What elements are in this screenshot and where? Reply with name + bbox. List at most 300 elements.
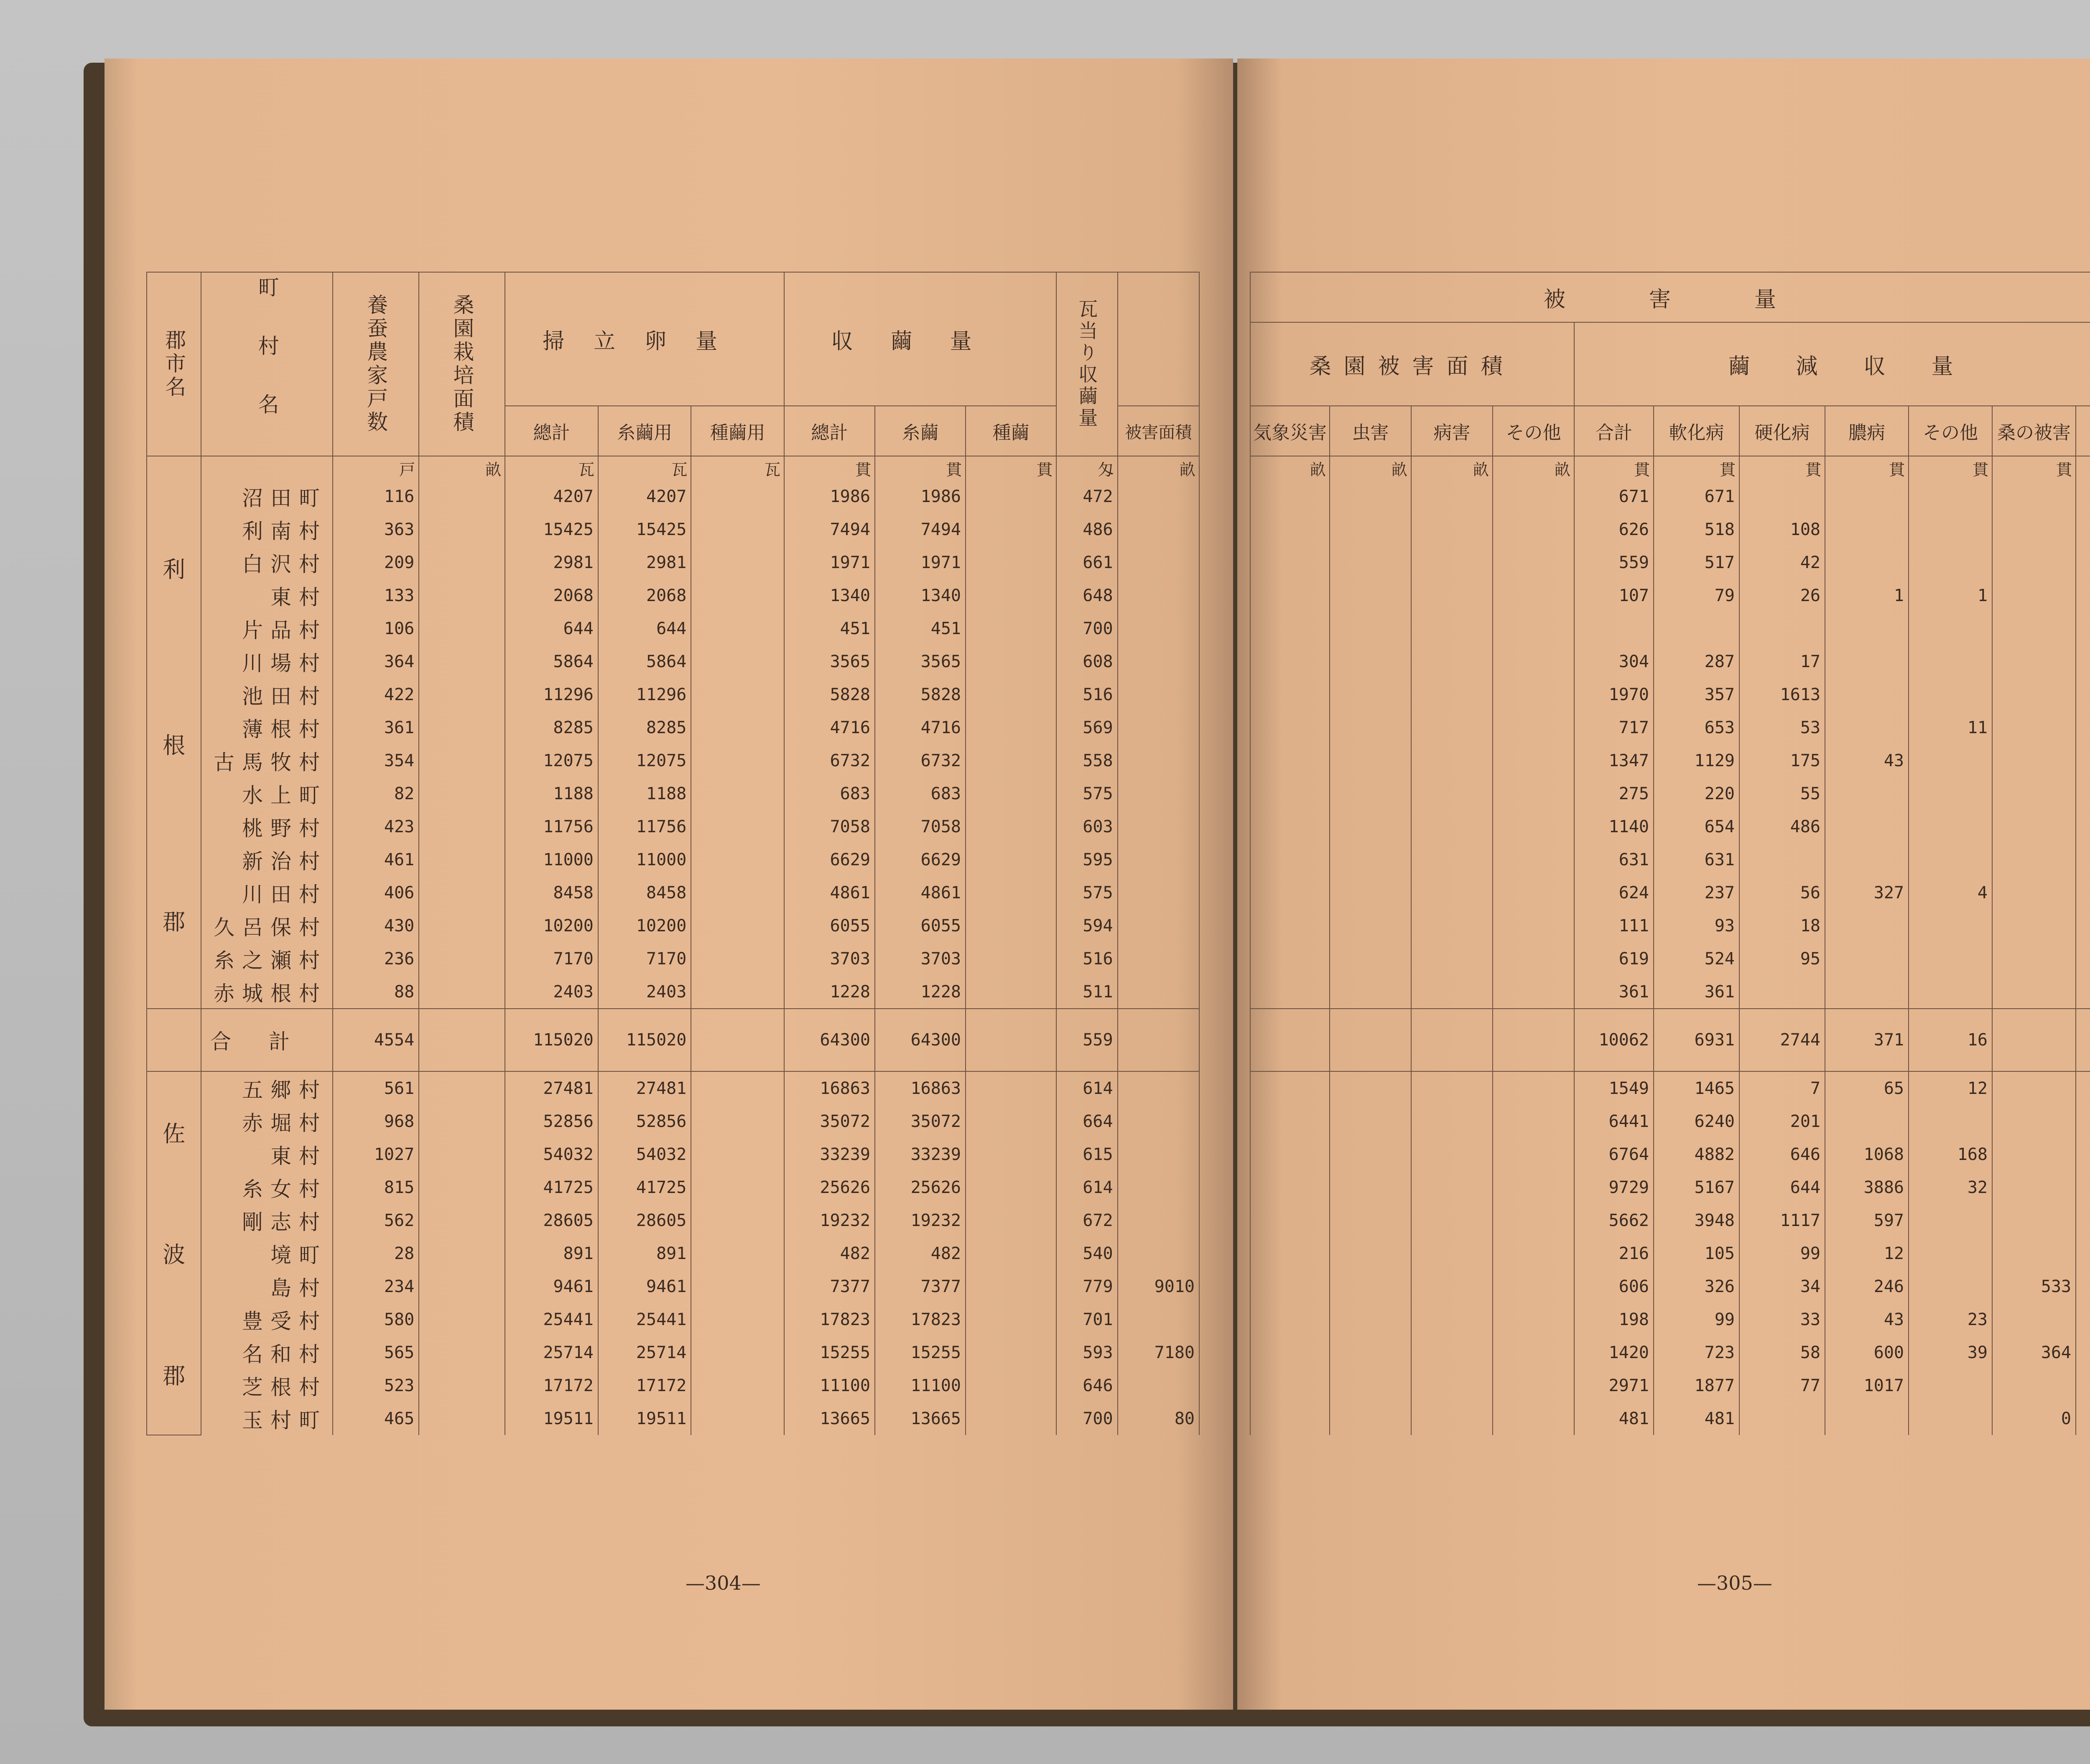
cell-damage <box>1118 513 1199 546</box>
table-row <box>147 480 1199 513</box>
cell-weather <box>1250 744 1330 777</box>
cell-total <box>2076 1402 2090 1435</box>
gun-header: 郡市名 <box>162 329 186 399</box>
cell-yield: 575 <box>1056 777 1118 810</box>
cell-damage <box>1118 1369 1199 1402</box>
cell-households: 423 <box>333 810 419 843</box>
cell-sum: 671 <box>1574 480 1654 513</box>
cell-hard: 42 <box>1739 546 1825 579</box>
cell-c_seed <box>966 876 1056 909</box>
table-row <box>147 1204 1199 1237</box>
cell-c_total: 1228 <box>784 975 875 1009</box>
cell-insect <box>1330 711 1411 744</box>
cell-yield: 472 <box>1056 480 1118 513</box>
table-row <box>147 1105 1199 1138</box>
cell-yield: 646 <box>1056 1369 1118 1402</box>
cell-c_total: 64300 <box>784 1009 875 1071</box>
cell-other: 4 <box>1909 876 1992 909</box>
cell-hard: 17 <box>1739 645 1825 678</box>
cell-soft: 6240 <box>1654 1105 1739 1138</box>
cell-pebrine: 3886 <box>1825 1171 1909 1204</box>
cell-hard: 56 <box>1739 876 1825 909</box>
cell-other <box>1909 612 1992 645</box>
cell-c_total: 16863 <box>784 1071 875 1105</box>
cell-disease <box>1411 1105 1493 1138</box>
cell-egg_total: 27481 <box>505 1071 598 1105</box>
cell-c_seed <box>966 975 1056 1009</box>
cell-egg_total: 25441 <box>505 1303 598 1336</box>
town-name: 池田村 <box>201 678 333 711</box>
cell-insect <box>1330 843 1411 876</box>
cell-total <box>2076 909 2090 942</box>
cell-other_area <box>1493 744 1574 777</box>
table-row <box>1250 1071 2090 1105</box>
cell-mulberry <box>1992 1171 2076 1204</box>
cell-pebrine: 597 <box>1825 1204 1909 1237</box>
cell-other: 39 <box>1909 1336 1992 1369</box>
cell-egg_seed <box>691 645 784 678</box>
cell-egg_seed <box>691 1270 784 1303</box>
cell-soft: 654 <box>1654 810 1739 843</box>
cell-total <box>2076 843 2090 876</box>
cell-egg_total: 1188 <box>505 777 598 810</box>
cell-yield: 614 <box>1056 1171 1118 1204</box>
cell-egg_total: 891 <box>505 1237 598 1270</box>
cell-c_silk: 25626 <box>875 1171 966 1204</box>
gun-name <box>147 480 201 1008</box>
cell-insect <box>1330 810 1411 843</box>
total-header <box>2076 406 2090 456</box>
weather-header: 気象災害 <box>1250 406 1330 456</box>
table-row <box>147 876 1199 909</box>
cell-egg_silk: 644 <box>598 612 691 645</box>
unit-label: 貫 <box>1992 456 2076 480</box>
cell-households: 815 <box>333 1171 419 1204</box>
cell-insect <box>1330 513 1411 546</box>
cell-pebrine <box>1825 645 1909 678</box>
table-row <box>147 909 1199 942</box>
cell-c_seed <box>966 810 1056 843</box>
cell-disease <box>1411 1171 1493 1204</box>
cell-c_silk: 482 <box>875 1237 966 1270</box>
table-row <box>1250 876 2090 909</box>
cell-c_seed <box>966 1336 1056 1369</box>
cell-mulberry <box>1992 1303 2076 1336</box>
cell-weather <box>1250 975 1330 1009</box>
cell-yield: 664 <box>1056 1105 1118 1138</box>
cell-yield: 700 <box>1056 612 1118 645</box>
cell-insect <box>1330 1204 1411 1237</box>
cell-hard: 7 <box>1739 1071 1825 1105</box>
cell-other_area <box>1493 975 1574 1009</box>
cell-egg_seed <box>691 612 784 645</box>
cell-other_area <box>1493 942 1574 975</box>
cell-c_seed <box>966 942 1056 975</box>
cell-soft: 518 <box>1654 513 1739 546</box>
unit-label: 瓦 <box>505 456 598 480</box>
cell-total <box>2076 1138 2090 1171</box>
cell-egg_silk: 11296 <box>598 678 691 711</box>
cell-households: 461 <box>333 843 419 876</box>
cell-soft: 1129 <box>1654 744 1739 777</box>
cell-area <box>419 777 505 810</box>
cell-c_total: 17823 <box>784 1303 875 1336</box>
gun-name <box>147 1072 201 1435</box>
town-header-cell <box>201 272 333 456</box>
cell-sum: 481 <box>1574 1402 1654 1435</box>
cell-c_seed <box>966 612 1056 645</box>
soft-rot-header: 軟化病 <box>1654 406 1739 456</box>
table-row <box>1250 546 2090 579</box>
cell-egg_total: 2068 <box>505 579 598 612</box>
town-name: 糸女村 <box>201 1171 333 1204</box>
cell-c_silk: 17823 <box>875 1303 966 1336</box>
cell-insect <box>1330 1402 1411 1435</box>
mulberry-area-header: 桑園栽培面積 <box>450 294 474 434</box>
table-row <box>147 1270 1199 1303</box>
cell-weather <box>1250 645 1330 678</box>
cell-pebrine: 43 <box>1825 744 1909 777</box>
town-name: 久呂保村 <box>201 909 333 942</box>
cell-hard: 34 <box>1739 1270 1825 1303</box>
cell-other <box>1909 678 1992 711</box>
cell-area <box>419 1009 505 1071</box>
cell-sum: 631 <box>1574 843 1654 876</box>
unit-label <box>2076 456 2090 480</box>
town-name: 川場村 <box>201 645 333 678</box>
cell-egg_silk: 2068 <box>598 579 691 612</box>
cell-egg_seed <box>691 678 784 711</box>
cell-c_total: 1340 <box>784 579 875 612</box>
cell-c_total: 33239 <box>784 1138 875 1171</box>
cell-disease <box>1411 1336 1493 1369</box>
cell-egg_seed <box>691 579 784 612</box>
table-row <box>147 612 1199 645</box>
cell-total <box>2076 711 2090 744</box>
cell-sum: 2971 <box>1574 1369 1654 1402</box>
cell-sum <box>1574 612 1654 645</box>
cell-hard <box>1739 1402 1825 1435</box>
cell-weather <box>1250 909 1330 942</box>
cell-egg_total: 2403 <box>505 975 598 1009</box>
unit-label: 畝 <box>1411 456 1493 480</box>
gun-name-char: 波 <box>163 1241 186 1268</box>
cell-other <box>1909 744 1992 777</box>
cell-weather <box>1250 876 1330 909</box>
cell-area <box>419 612 505 645</box>
cell-sum: 6441 <box>1574 1105 1654 1138</box>
cell-pebrine <box>1825 1105 1909 1138</box>
cell-area <box>419 711 505 744</box>
pebrine-header: 膿病 <box>1825 406 1909 456</box>
sum-header: 合計 <box>1574 406 1654 456</box>
cell-other <box>1909 909 1992 942</box>
cell-area <box>419 1237 505 1270</box>
cell-disease <box>1411 810 1493 843</box>
cell-c_seed <box>966 843 1056 876</box>
cell-soft: 6931 <box>1654 1009 1739 1071</box>
cell-area <box>419 810 505 843</box>
cell-households: 363 <box>333 513 419 546</box>
cell-hard: 18 <box>1739 909 1825 942</box>
table-row <box>1250 843 2090 876</box>
cell-sum: 1549 <box>1574 1071 1654 1105</box>
cell-egg_silk: 8458 <box>598 876 691 909</box>
cell-total <box>2076 678 2090 711</box>
cell-egg_total: 52856 <box>505 1105 598 1138</box>
egg-silk-header: 糸繭用 <box>598 406 691 456</box>
cell-egg_total: 17172 <box>505 1369 598 1402</box>
cell-mulberry <box>1992 810 2076 843</box>
cell-c_silk: 3565 <box>875 645 966 678</box>
cell-soft: 237 <box>1654 876 1739 909</box>
cell-mulberry <box>1992 711 2076 744</box>
cell-total <box>2076 744 2090 777</box>
town-name: 薄根村 <box>201 711 333 744</box>
cell-disease <box>1411 744 1493 777</box>
cell-households: 133 <box>333 579 419 612</box>
cell-pebrine: 371 <box>1825 1009 1909 1071</box>
cell-insect <box>1330 1138 1411 1171</box>
town-name: 利南村 <box>201 513 333 546</box>
town-name: 片品村 <box>201 612 333 645</box>
cell-egg_silk: 8285 <box>598 711 691 744</box>
cell-egg_silk: 4207 <box>598 480 691 513</box>
cell-sum: 624 <box>1574 876 1654 909</box>
cell-c_seed <box>966 1171 1056 1204</box>
table-row <box>1250 942 2090 975</box>
cell-area <box>419 645 505 678</box>
cell-sum: 1140 <box>1574 810 1654 843</box>
cell-c_seed <box>966 1071 1056 1105</box>
cell-disease <box>1411 1204 1493 1237</box>
cell-sum: 10062 <box>1574 1009 1654 1071</box>
cell-c_seed <box>966 1237 1056 1270</box>
households-header-cell <box>333 272 419 456</box>
cell-yield: 511 <box>1056 975 1118 1009</box>
cell-pebrine: 12 <box>1825 1237 1909 1270</box>
cell-damage <box>1118 909 1199 942</box>
insect-header: 虫害 <box>1330 406 1411 456</box>
table-row <box>147 546 1199 579</box>
cell-mulberry <box>1992 513 2076 546</box>
table-row <box>1250 480 2090 513</box>
table-row <box>1250 909 2090 942</box>
town-name: 境町 <box>201 1237 333 1270</box>
cell-pebrine: 1 <box>1825 579 1909 612</box>
cell-total <box>2076 1071 2090 1105</box>
cell-total <box>2076 876 2090 909</box>
cell-c_silk: 13665 <box>875 1402 966 1435</box>
cell-soft: 3948 <box>1654 1204 1739 1237</box>
gun-header-cell <box>147 272 201 456</box>
cell-total <box>2076 942 2090 975</box>
damage-header-top <box>1118 272 1199 406</box>
cell-egg_silk: 17172 <box>598 1369 691 1402</box>
cell-c_total: 13665 <box>784 1402 875 1435</box>
cell-damage <box>1118 1204 1199 1237</box>
cell-other <box>1909 480 1992 513</box>
cell-egg_total: 54032 <box>505 1138 598 1171</box>
cell-other <box>1909 1270 1992 1303</box>
cell-pebrine <box>1825 612 1909 645</box>
cell-sum: 1420 <box>1574 1336 1654 1369</box>
cell-egg_seed <box>691 711 784 744</box>
table-row <box>1250 1402 2090 1435</box>
cell-other <box>1909 777 1992 810</box>
cell-soft: 517 <box>1654 546 1739 579</box>
egg-group-header: 掃立卵量 <box>505 272 784 406</box>
cell-weather <box>1250 1402 1330 1435</box>
cell-pebrine <box>1825 711 1909 744</box>
cell-households: 561 <box>333 1071 419 1105</box>
cell-egg_seed <box>691 1237 784 1270</box>
unit-label: 貫 <box>1574 456 1654 480</box>
cell-damage <box>1118 876 1199 909</box>
cell-other_area <box>1493 1336 1574 1369</box>
cell-c_total: 15255 <box>784 1336 875 1369</box>
cell-households: 968 <box>333 1105 419 1138</box>
town-name: 五郷村 <box>201 1071 333 1105</box>
cell-weather <box>1250 1071 1330 1105</box>
cell-c_total: 25626 <box>784 1171 875 1204</box>
cell-other <box>1909 1105 1992 1138</box>
cell-damage: 7180 <box>1118 1336 1199 1369</box>
cell-total <box>2076 1336 2090 1369</box>
cell-hard: 486 <box>1739 810 1825 843</box>
cell-damage: 9010 <box>1118 1270 1199 1303</box>
cell-mulberry <box>1992 678 2076 711</box>
gun-name-cell <box>147 1071 201 1435</box>
cell-egg_total: 115020 <box>505 1009 598 1071</box>
cell-insect <box>1330 678 1411 711</box>
cell-soft: 653 <box>1654 711 1739 744</box>
cell-egg_seed <box>691 1204 784 1237</box>
table-row <box>147 1071 1199 1105</box>
cell-damage <box>1118 546 1199 579</box>
table-row <box>147 975 1199 1009</box>
cell-c_total: 6732 <box>784 744 875 777</box>
cell-disease <box>1411 843 1493 876</box>
table-row <box>1250 645 2090 678</box>
cell-egg_total: 12075 <box>505 744 598 777</box>
cell-soft: 99 <box>1654 1303 1739 1336</box>
gun-name-char: 根 <box>163 732 186 759</box>
cell-weather <box>1250 1171 1330 1204</box>
table-row <box>147 810 1199 843</box>
cell-egg_silk: 2403 <box>598 975 691 1009</box>
cell-other_area <box>1493 1270 1574 1303</box>
hard-rot-header: 硬化病 <box>1739 406 1825 456</box>
cell-c_silk: 3703 <box>875 942 966 975</box>
cell-insect <box>1330 1237 1411 1270</box>
cell-soft: 671 <box>1654 480 1739 513</box>
cell-area <box>419 1336 505 1369</box>
cell-insect <box>1330 612 1411 645</box>
cell-other_area <box>1493 612 1574 645</box>
cell-egg_total: 4207 <box>505 480 598 513</box>
cell-sum: 559 <box>1574 546 1654 579</box>
cell-sum: 216 <box>1574 1237 1654 1270</box>
cell-other_area <box>1493 1105 1574 1138</box>
cell-egg_seed <box>691 942 784 975</box>
cell-disease <box>1411 909 1493 942</box>
cell-hard: 2744 <box>1739 1009 1825 1071</box>
cell-damage <box>1118 711 1199 744</box>
total-label: 合計 <box>201 1009 333 1071</box>
cell-other <box>1909 810 1992 843</box>
cell-soft: 105 <box>1654 1237 1739 1270</box>
cell-c_silk: 33239 <box>875 1138 966 1171</box>
right-statistics-table <box>1250 272 2090 1435</box>
cell-weather <box>1250 1204 1330 1237</box>
cell-area <box>419 579 505 612</box>
cell-insect <box>1330 1105 1411 1138</box>
unit-label: 匁 <box>1056 456 1118 480</box>
town-name: 赤堀村 <box>201 1105 333 1138</box>
disease-header: 病害 <box>1411 406 1493 456</box>
cell-hard: 58 <box>1739 1336 1825 1369</box>
table-row <box>1250 612 2090 645</box>
cell-other <box>1909 1402 1992 1435</box>
cell-damage <box>1118 1171 1199 1204</box>
cell-egg_total: 11756 <box>505 810 598 843</box>
cell-egg_seed <box>691 1105 784 1138</box>
cell-disease <box>1411 1009 1493 1071</box>
yield-header-cell <box>1056 272 1118 456</box>
cell-other <box>1909 513 1992 546</box>
cell-weather <box>1250 678 1330 711</box>
cell-sum: 619 <box>1574 942 1654 975</box>
cell-c_silk: 1340 <box>875 579 966 612</box>
cell-damage <box>1118 1237 1199 1270</box>
cell-yield: 648 <box>1056 579 1118 612</box>
cell-insect <box>1330 1171 1411 1204</box>
cell-total <box>2076 546 2090 579</box>
cell-insect <box>1330 777 1411 810</box>
cell-disease <box>1411 1138 1493 1171</box>
cell-soft: 481 <box>1654 1402 1739 1435</box>
cell-sum: 1970 <box>1574 678 1654 711</box>
table-row <box>147 843 1199 876</box>
cell-damage <box>1118 942 1199 975</box>
cell-households: 236 <box>333 942 419 975</box>
town-name: 東村 <box>201 1138 333 1171</box>
town-name: 糸之瀬村 <box>201 942 333 975</box>
cell-egg_silk: 52856 <box>598 1105 691 1138</box>
cell-c_total: 3565 <box>784 645 875 678</box>
cell-sum: 626 <box>1574 513 1654 546</box>
unit-label: 畝 <box>1493 456 1574 480</box>
cell-mulberry: 364 <box>1992 1336 2076 1369</box>
cell-total <box>2076 1009 2090 1071</box>
cell-insect <box>1330 1270 1411 1303</box>
cell-area <box>419 1171 505 1204</box>
cell-egg_total: 11000 <box>505 843 598 876</box>
cell-mulberry <box>1992 612 2076 645</box>
table-row <box>1250 1237 2090 1270</box>
cell-households: 580 <box>333 1303 419 1336</box>
table-row <box>1250 810 2090 843</box>
cell-households: 406 <box>333 876 419 909</box>
cell-c_total: 451 <box>784 612 875 645</box>
cell-yield: 558 <box>1056 744 1118 777</box>
gun-name-char: 郡 <box>163 908 186 935</box>
cell-egg_total: 9461 <box>505 1270 598 1303</box>
cell-other_area <box>1493 1369 1574 1402</box>
cell-total <box>2076 1204 2090 1237</box>
cell-egg_total: 10200 <box>505 909 598 942</box>
